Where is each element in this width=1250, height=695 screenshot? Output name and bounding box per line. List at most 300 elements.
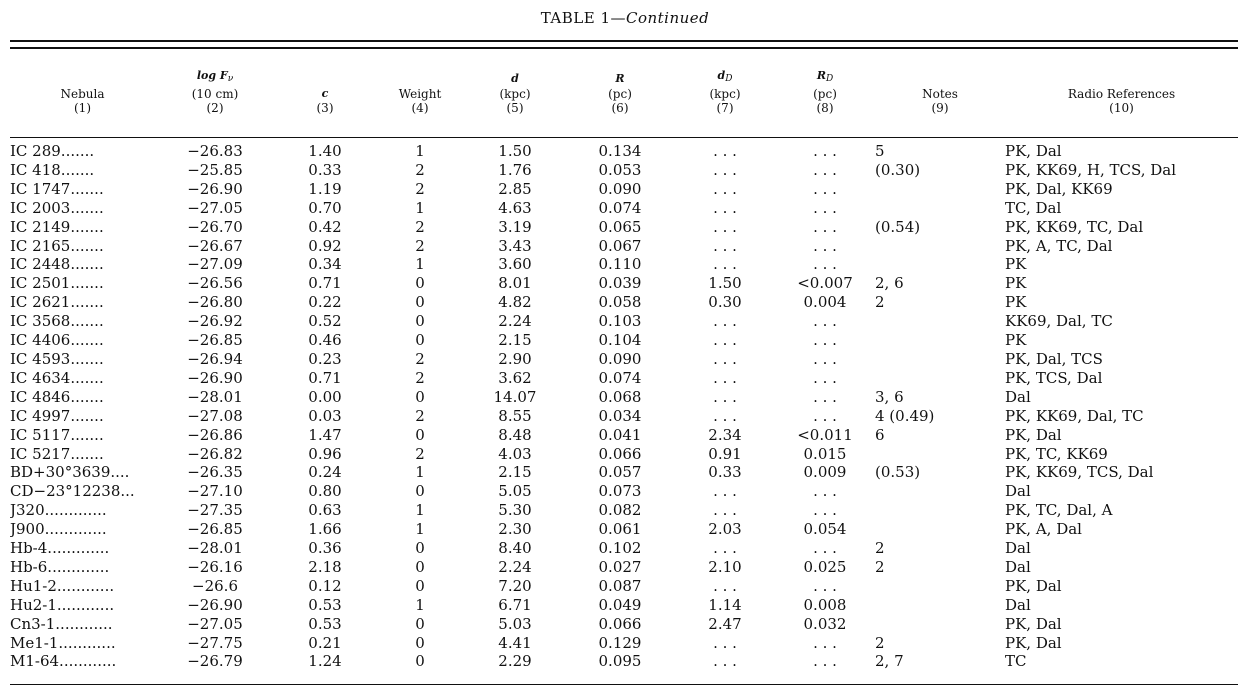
cell-dd: . . .	[713, 482, 737, 501]
header-nebula	[10, 68, 155, 116]
header-radio-references-num: (10)	[1109, 101, 1134, 115]
cell-dd: 2.10	[708, 557, 742, 576]
cell-log-flux: −26.92	[187, 312, 243, 331]
table-row	[10, 539, 1238, 558]
table-row	[10, 615, 1238, 634]
cell-dd: . . .	[713, 576, 737, 595]
cell-dd: . . .	[713, 198, 737, 217]
cell-c: 0.80	[308, 482, 342, 501]
header-weight-num: (4)	[411, 101, 429, 115]
header-log-flux-num: (2)	[206, 101, 224, 115]
cell-d: 2.90	[498, 349, 532, 368]
cell-nebula: IC 2448.......	[10, 255, 104, 274]
cell-notes	[875, 180, 1005, 199]
cell-nebula: IC 2165.......	[10, 236, 104, 255]
cell-c: 0.22	[308, 293, 342, 312]
cell-weight: 0	[415, 387, 425, 406]
cell-nebula: J320.............	[10, 501, 107, 520]
cell-r: 0.129	[598, 633, 642, 652]
table-title	[0, 9, 1250, 27]
cell-nebula: Hb-6.............	[10, 557, 110, 576]
cell-dd: . . .	[713, 652, 737, 671]
cell-d: 6.71	[498, 595, 532, 614]
cell-c: 0.12	[308, 576, 342, 595]
cell-nebula: M1-64............	[10, 652, 117, 671]
header-log-flux-sub: ν	[227, 74, 234, 84]
cell-dd: . . .	[713, 255, 737, 274]
cell-dd: 0.30	[708, 293, 742, 312]
cell-notes	[875, 520, 1005, 539]
header-radio-references-name: Radio References	[1067, 86, 1176, 101]
cell-radio-refs: Dal	[1005, 482, 1031, 501]
header-rd	[775, 68, 875, 116]
cell-log-flux: −27.35	[187, 501, 243, 520]
table-row	[10, 426, 1238, 445]
cell-weight: 1	[415, 255, 425, 274]
cell-weight: 0	[415, 652, 425, 671]
cell-nebula: Hb-4.............	[10, 539, 110, 558]
cell-d: 2.85	[498, 179, 532, 198]
cell-weight: 0	[415, 331, 425, 350]
cell-nebula: Me1-1............	[10, 633, 116, 652]
table-row	[10, 520, 1238, 539]
cell-radio-refs: PK, Dal	[1005, 576, 1062, 595]
header-log-flux-label: log F	[196, 69, 228, 82]
cell-r: 0.074	[598, 198, 642, 217]
cell-c: 0.46	[308, 331, 342, 350]
header-rd-sub: D	[825, 74, 834, 84]
cell-radio-refs: PK, TC, KK69	[1005, 444, 1108, 463]
cell-r: 0.027	[598, 557, 642, 576]
table-row	[10, 255, 1238, 274]
cell-nebula: IC 418.......	[10, 160, 95, 179]
cell-notes: 4 (0.49)	[875, 406, 935, 425]
header-notes-name: Notes	[922, 86, 958, 101]
header-r-num: (6)	[611, 101, 629, 115]
cell-r: 0.104	[598, 331, 642, 350]
cell-weight: 0	[415, 557, 425, 576]
cell-radio-refs: PK, Dal	[1005, 614, 1062, 633]
table-row	[10, 293, 1238, 312]
table-row	[10, 180, 1238, 199]
header-d-unit: (kpc)	[499, 86, 531, 101]
table-row	[10, 463, 1238, 482]
cell-log-flux: −26.67	[187, 236, 243, 255]
table-row	[10, 577, 1238, 596]
cell-weight: 1	[415, 501, 425, 520]
cell-notes: 2	[875, 557, 885, 576]
cell-dd: 0.91	[708, 444, 742, 463]
table-body	[10, 142, 1238, 671]
cell-radio-refs: PK, KK69, Dal, TC	[1005, 406, 1144, 425]
cell-weight: 0	[415, 425, 425, 444]
cell-dd: . . .	[713, 312, 737, 331]
cell-dd: 2.03	[708, 520, 742, 539]
cell-dd: . . .	[713, 179, 737, 198]
cell-d: 14.07	[493, 387, 537, 406]
cell-nebula: Hu1-2............	[10, 576, 115, 595]
cell-nebula: IC 2501.......	[10, 274, 104, 293]
header-notes	[875, 68, 1005, 116]
cell-c: 1.66	[308, 520, 342, 539]
cell-log-flux: −27.05	[187, 198, 243, 217]
cell-notes	[875, 369, 1005, 388]
cell-weight: 0	[415, 576, 425, 595]
cell-dd: . . .	[713, 331, 737, 350]
cell-nebula: IC 1747.......	[10, 179, 104, 198]
cell-log-flux: −27.05	[187, 614, 243, 633]
cell-c: 1.40	[308, 142, 342, 160]
cell-notes	[875, 596, 1005, 615]
cell-notes	[875, 615, 1005, 634]
cell-r: 0.074	[598, 368, 642, 387]
cell-dd: . . .	[713, 142, 737, 160]
header-dd-label: d	[717, 69, 726, 82]
cell-log-flux: −26.70	[187, 217, 243, 236]
cell-d: 4.03	[498, 444, 532, 463]
cell-weight: 1	[415, 198, 425, 217]
header-d	[465, 68, 565, 116]
cell-log-flux: −25.85	[187, 160, 243, 179]
cell-rd: 0.054	[803, 520, 847, 539]
table-row	[10, 558, 1238, 577]
cell-weight: 2	[415, 236, 425, 255]
cell-d: 3.60	[498, 255, 532, 274]
cell-nebula: IC 2003.......	[10, 198, 104, 217]
header-dd-sub: D	[725, 74, 733, 84]
cell-log-flux: −27.10	[187, 482, 243, 501]
table-row	[10, 199, 1238, 218]
cell-c: 0.23	[308, 349, 342, 368]
cell-notes	[875, 237, 1005, 256]
cell-rd: . . .	[813, 312, 837, 331]
header-weight-name: Weight	[398, 86, 442, 101]
cell-c: 0.36	[308, 539, 342, 558]
cell-radio-refs: TC	[1005, 652, 1027, 671]
cell-d: 2.30	[498, 520, 532, 539]
cell-r: 0.034	[598, 406, 642, 425]
cell-weight: 2	[415, 349, 425, 368]
cell-radio-refs: PK, A, TC, Dal	[1005, 236, 1113, 255]
cell-d: 2.24	[498, 557, 532, 576]
cell-log-flux: −26.35	[187, 463, 243, 482]
cell-notes: 5	[875, 142, 885, 160]
cell-r: 0.067	[598, 236, 642, 255]
cell-r: 0.103	[598, 312, 642, 331]
cell-r: 0.110	[598, 255, 642, 274]
cell-weight: 0	[415, 633, 425, 652]
table-row	[10, 388, 1238, 407]
table-row	[10, 274, 1238, 293]
cell-nebula: IC 4997.......	[10, 406, 104, 425]
cell-radio-refs: PK	[1005, 255, 1027, 274]
cell-weight: 2	[415, 160, 425, 179]
cell-log-flux: −27.75	[187, 633, 243, 652]
cell-weight: 0	[415, 539, 425, 558]
table-row	[10, 445, 1238, 464]
cell-log-flux: −26.94	[187, 349, 243, 368]
cell-rd: . . .	[813, 539, 837, 558]
header-nebula-name: Nebula	[60, 86, 105, 101]
cell-weight: 2	[415, 444, 425, 463]
table-title-main: TABLE 1—	[540, 9, 626, 27]
cell-rd: . . .	[813, 142, 837, 160]
cell-rd: . . .	[813, 236, 837, 255]
cell-dd: . . .	[713, 387, 737, 406]
cell-r: 0.061	[598, 520, 642, 539]
cell-rd: . . .	[813, 387, 837, 406]
cell-radio-refs: PK, TCS, Dal	[1005, 368, 1103, 387]
cell-rd: . . .	[813, 406, 837, 425]
cell-d: 4.82	[498, 293, 532, 312]
cell-rd: . . .	[813, 652, 837, 671]
cell-r: 0.087	[598, 576, 642, 595]
header-rule	[10, 137, 1238, 138]
cell-dd: 1.14	[708, 595, 742, 614]
cell-dd: . . .	[713, 501, 737, 520]
cell-notes	[875, 255, 1005, 274]
cell-notes	[875, 501, 1005, 520]
cell-weight: 0	[415, 482, 425, 501]
cell-nebula: BD+30°3639....	[10, 463, 130, 482]
cell-weight: 0	[415, 614, 425, 633]
cell-c: 1.24	[308, 652, 342, 671]
cell-rd: . . .	[813, 576, 837, 595]
cell-c: 0.03	[308, 406, 342, 425]
cell-nebula: IC 4634.......	[10, 368, 104, 387]
cell-log-flux: −26.82	[187, 444, 243, 463]
cell-rd: . . .	[813, 331, 837, 350]
cell-dd: 2.47	[708, 614, 742, 633]
table-row	[10, 218, 1238, 237]
cell-nebula: Cn3-1............	[10, 614, 113, 633]
cell-c: 1.19	[308, 179, 342, 198]
cell-c: 0.53	[308, 595, 342, 614]
header-rd-label: R	[816, 69, 826, 82]
table-row	[10, 501, 1238, 520]
table-row	[10, 596, 1238, 615]
cell-c: 0.63	[308, 501, 342, 520]
cell-rd: . . .	[813, 179, 837, 198]
cell-rd: 0.004	[803, 293, 847, 312]
table-row	[10, 142, 1238, 161]
cell-r: 0.082	[598, 501, 642, 520]
cell-nebula: Hu2-1............	[10, 595, 115, 614]
cell-nebula: IC 4406.......	[10, 331, 104, 350]
cell-dd: 0.33	[708, 463, 742, 482]
header-c-name: c	[321, 86, 329, 100]
cell-r: 0.065	[598, 217, 642, 236]
cell-radio-refs: PK, KK69, TC, Dal	[1005, 217, 1144, 236]
table-row	[10, 407, 1238, 426]
cell-radio-refs: Dal	[1005, 557, 1031, 576]
cell-log-flux: −26.83	[187, 142, 243, 160]
header-log-flux	[155, 68, 275, 116]
table-row	[10, 237, 1238, 256]
table-row	[10, 652, 1238, 671]
cell-notes	[875, 577, 1005, 596]
cell-notes: 2, 7	[875, 652, 904, 671]
cell-notes: 2	[875, 293, 885, 312]
cell-log-flux: −26.90	[187, 595, 243, 614]
cell-notes	[875, 350, 1005, 369]
header-r-unit: (pc)	[608, 86, 632, 101]
cell-rd: 0.025	[803, 557, 847, 576]
cell-rd: . . .	[813, 482, 837, 501]
cell-log-flux: −27.09	[187, 255, 243, 274]
table-row	[10, 482, 1238, 501]
cell-c: 1.47	[308, 425, 342, 444]
cell-dd: . . .	[713, 633, 737, 652]
cell-log-flux: −26.86	[187, 425, 243, 444]
cell-log-flux: −26.16	[187, 557, 243, 576]
header-notes-num: (9)	[931, 101, 949, 115]
cell-log-flux: −26.56	[187, 274, 243, 293]
cell-c: 0.53	[308, 614, 342, 633]
cell-weight: 1	[415, 142, 425, 160]
cell-log-flux: −28.01	[187, 387, 243, 406]
cell-notes	[875, 199, 1005, 218]
cell-weight: 0	[415, 293, 425, 312]
cell-d: 2.24	[498, 312, 532, 331]
table-row	[10, 161, 1238, 180]
cell-dd: . . .	[713, 236, 737, 255]
cell-rd: . . .	[813, 160, 837, 179]
cell-d: 4.41	[498, 633, 532, 652]
header-log-flux-name	[155, 68, 275, 87]
cell-log-flux: −26.6	[192, 576, 238, 595]
cell-nebula: IC 2149.......	[10, 217, 104, 236]
cell-log-flux: −27.08	[187, 406, 243, 425]
cell-weight: 2	[415, 368, 425, 387]
cell-notes: 2	[875, 539, 885, 558]
cell-radio-refs: PK, KK69, H, TCS, Dal	[1005, 160, 1177, 179]
cell-weight: 0	[415, 312, 425, 331]
cell-d: 3.62	[498, 368, 532, 387]
cell-notes	[875, 445, 1005, 464]
cell-notes: 6	[875, 425, 885, 444]
cell-rd: . . .	[813, 217, 837, 236]
cell-radio-refs: PK, TC, Dal, A	[1005, 501, 1113, 520]
cell-radio-refs: KK69, Dal, TC	[1005, 312, 1113, 331]
cell-c: 0.34	[308, 255, 342, 274]
cell-dd: . . .	[713, 539, 737, 558]
table-title-continued: Continued	[625, 9, 710, 27]
cell-c: 0.92	[308, 236, 342, 255]
cell-r: 0.090	[598, 349, 642, 368]
cell-d: 8.48	[498, 425, 532, 444]
cell-d: 4.63	[498, 198, 532, 217]
cell-weight: 1	[415, 463, 425, 482]
cell-log-flux: −28.01	[187, 539, 243, 558]
cell-notes	[875, 331, 1005, 350]
header-d-num: (5)	[506, 101, 524, 115]
cell-nebula: IC 5217.......	[10, 444, 104, 463]
cell-radio-refs: PK, A, Dal	[1005, 520, 1082, 539]
cell-radio-refs: Dal	[1005, 539, 1031, 558]
bottom-rule	[10, 684, 1238, 685]
header-r	[565, 68, 675, 116]
cell-nebula: IC 2621.......	[10, 293, 104, 312]
header-rd-num: (8)	[816, 101, 834, 115]
cell-rd: 0.032	[803, 614, 847, 633]
cell-rd: <0.011	[797, 425, 853, 444]
cell-notes: 2, 6	[875, 274, 904, 293]
cell-d: 1.50	[498, 142, 532, 160]
cell-nebula: IC 3568.......	[10, 312, 104, 331]
cell-c: 0.21	[308, 633, 342, 652]
cell-dd: . . .	[713, 217, 737, 236]
cell-c: 0.96	[308, 444, 342, 463]
cell-rd: 0.008	[803, 595, 847, 614]
cell-r: 0.066	[598, 614, 642, 633]
table-row	[10, 350, 1238, 369]
cell-d: 2.29	[498, 652, 532, 671]
cell-rd: . . .	[813, 633, 837, 652]
cell-c: 0.70	[308, 198, 342, 217]
cell-c: 0.00	[308, 387, 342, 406]
cell-c: 0.52	[308, 312, 342, 331]
cell-c: 0.24	[308, 463, 342, 482]
cell-dd: . . .	[713, 368, 737, 387]
cell-dd: . . .	[713, 406, 737, 425]
cell-r: 0.095	[598, 652, 642, 671]
cell-r: 0.102	[598, 539, 642, 558]
top-double-rule-lower	[10, 47, 1238, 49]
cell-r: 0.057	[598, 463, 642, 482]
cell-r: 0.068	[598, 387, 642, 406]
cell-log-flux: −26.85	[187, 331, 243, 350]
cell-radio-refs: PK, Dal	[1005, 425, 1062, 444]
cell-notes: (0.30)	[875, 160, 921, 179]
cell-radio-refs: PK	[1005, 274, 1027, 293]
cell-dd: 1.50	[708, 274, 742, 293]
cell-rd: 0.009	[803, 463, 847, 482]
table-row	[10, 369, 1238, 388]
cell-radio-refs: TC, Dal	[1005, 198, 1062, 217]
cell-r: 0.049	[598, 595, 642, 614]
cell-radio-refs: PK, Dal, TCS	[1005, 349, 1103, 368]
header-rd-name	[775, 68, 875, 87]
cell-weight: 2	[415, 179, 425, 198]
header-radio-references	[1005, 68, 1238, 116]
cell-d: 2.15	[498, 463, 532, 482]
header-d-name: d	[511, 72, 519, 85]
header-nebula-num: (1)	[74, 101, 91, 115]
cell-dd: 2.34	[708, 425, 742, 444]
top-double-rule-upper	[10, 40, 1238, 42]
cell-notes: (0.53)	[875, 463, 921, 482]
cell-notes	[875, 312, 1005, 331]
cell-nebula: IC 4846.......	[10, 387, 104, 406]
cell-d: 8.55	[498, 406, 532, 425]
cell-c: 0.71	[308, 274, 342, 293]
cell-c: 0.33	[308, 160, 342, 179]
cell-c: 0.71	[308, 368, 342, 387]
cell-rd: 0.015	[803, 444, 847, 463]
cell-weight: 1	[415, 520, 425, 539]
header-log-flux-unit: (10 cm)	[191, 86, 239, 101]
cell-d: 7.20	[498, 576, 532, 595]
cell-d: 8.01	[498, 274, 532, 293]
cell-c: 0.42	[308, 217, 342, 236]
cell-notes: 3, 6	[875, 387, 904, 406]
cell-radio-refs: PK, Dal	[1005, 142, 1062, 160]
cell-rd: . . .	[813, 349, 837, 368]
header-rd-unit: (pc)	[813, 86, 837, 101]
cell-r: 0.073	[598, 482, 642, 501]
table-row	[10, 634, 1238, 653]
